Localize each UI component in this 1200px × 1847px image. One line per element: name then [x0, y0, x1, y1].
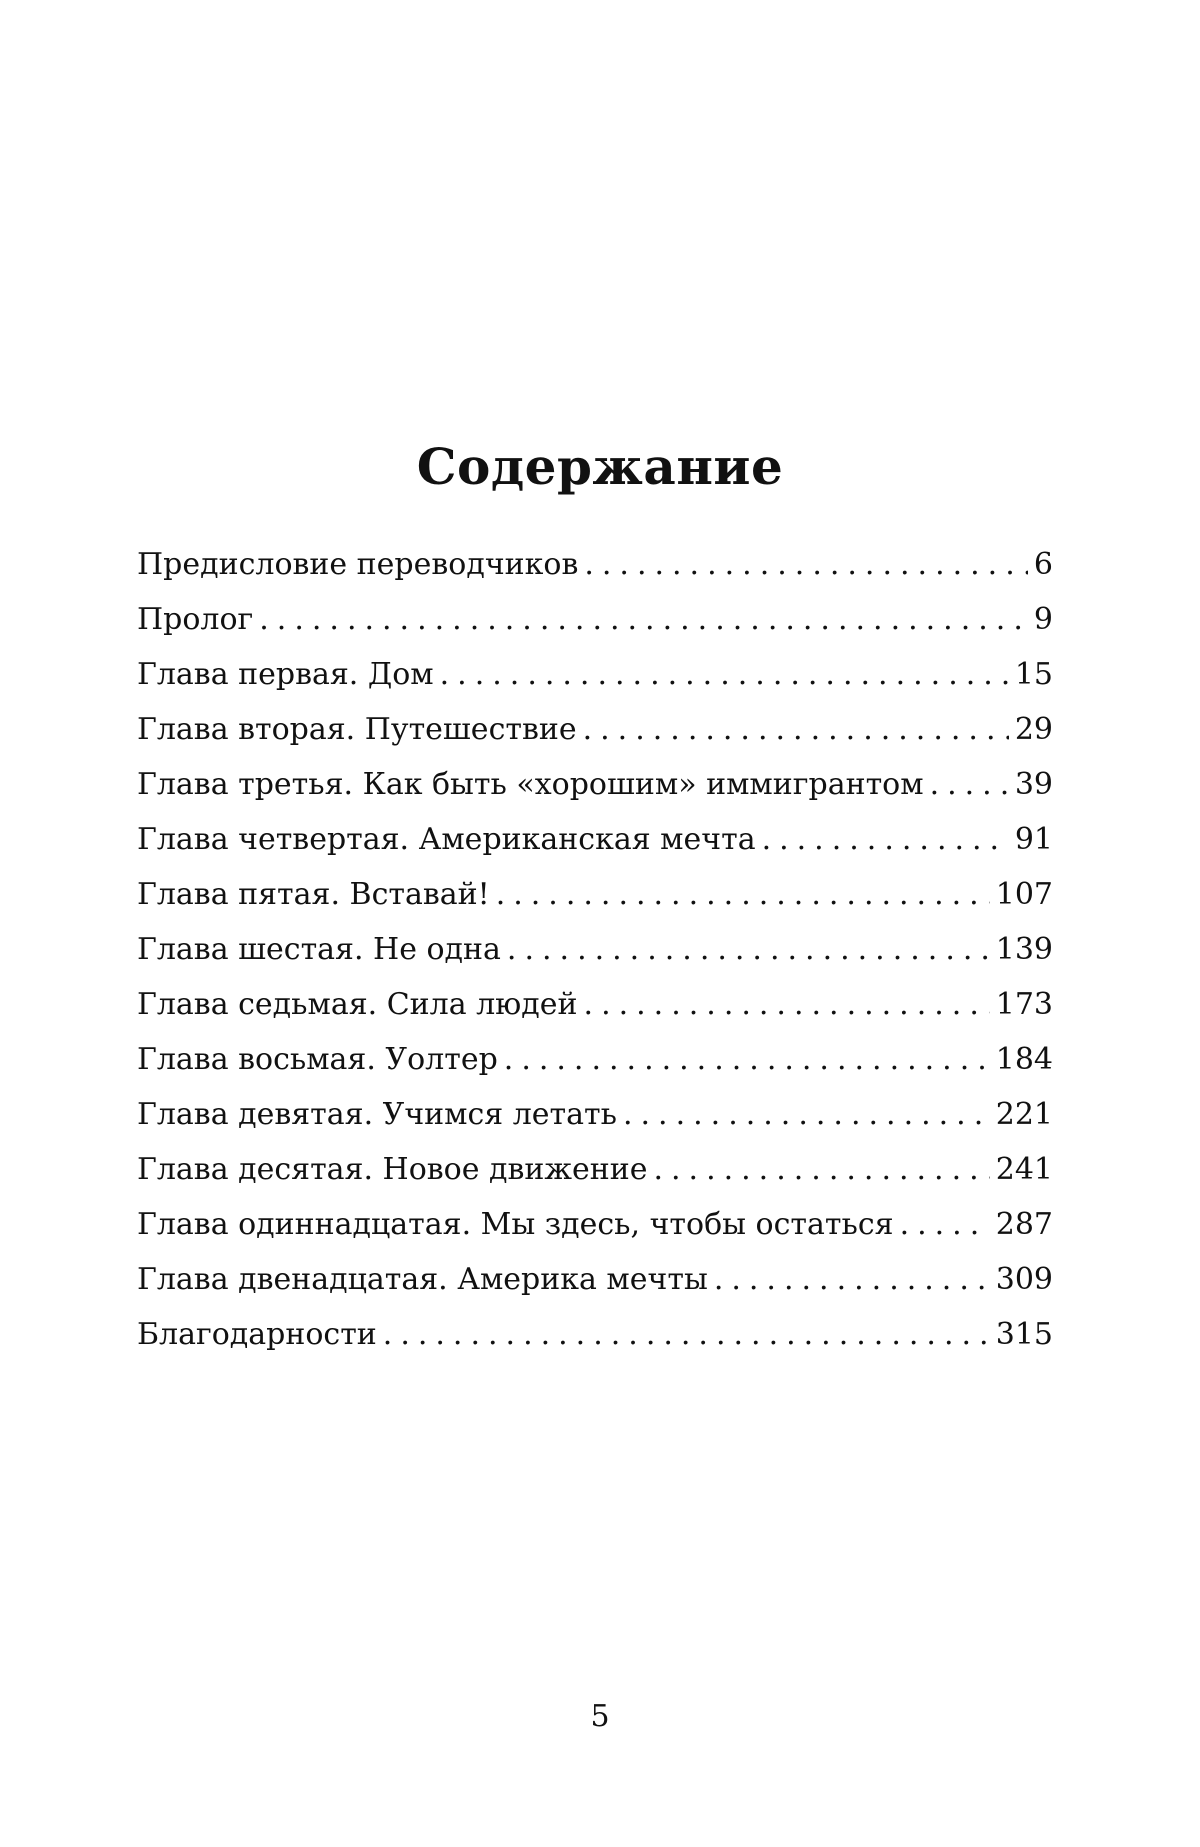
toc-dot-leader [930, 757, 1009, 812]
toc-entry[interactable] [137, 1142, 1053, 1197]
toc-entry[interactable] [137, 537, 1053, 592]
toc-entry-page: 15 [1009, 647, 1053, 702]
toc-entry[interactable] [137, 1252, 1053, 1307]
page-title: Содержание [416, 437, 784, 496]
toc-entry-page: 315 [990, 1307, 1053, 1362]
toc-entry[interactable] [137, 812, 1053, 867]
toc-entry-page: 39 [1009, 757, 1053, 812]
toc-entry-page: 29 [1009, 702, 1053, 757]
toc-entry[interactable] [137, 1197, 1053, 1252]
toc-entry-title: Глава двенадцатая. Америка мечты [137, 1252, 714, 1307]
toc-entry-title: Пролог [137, 592, 259, 647]
toc-entry-title: Благодарности [137, 1307, 383, 1362]
toc-entry[interactable] [137, 1032, 1053, 1087]
toc-entry[interactable] [137, 702, 1053, 757]
toc-entry-title: Глава восьмая. Уолтер [137, 1032, 504, 1087]
toc-entry-page: 91 [1009, 812, 1053, 867]
toc-entry-title: Глава пятая. Вставай! [137, 867, 496, 922]
toc-dot-leader [653, 1142, 989, 1197]
toc-entry[interactable] [137, 1087, 1053, 1142]
toc-entry[interactable] [137, 1307, 1053, 1362]
toc-dot-leader [584, 537, 1028, 592]
toc-entry-title: Предисловие переводчиков [137, 537, 584, 592]
toc-entry[interactable] [137, 592, 1053, 647]
toc-dot-leader [504, 1032, 990, 1087]
toc-entry[interactable] [137, 757, 1053, 812]
toc-entry[interactable] [137, 977, 1053, 1032]
toc-dot-leader [496, 867, 990, 922]
toc-entry-page: 221 [990, 1087, 1053, 1142]
toc-dot-leader [900, 1197, 990, 1252]
toc-entry-page: 107 [990, 867, 1053, 922]
toc-entry-page: 287 [990, 1197, 1053, 1252]
toc-entry-title: Глава девятая. Учимся летать [137, 1087, 623, 1142]
toc-entry-title: Глава четвертая. Американская мечта [137, 812, 762, 867]
toc-entry-title: Глава третья. Как быть «хорошим» иммигрантом [137, 757, 930, 812]
toc-dot-leader [383, 1307, 990, 1362]
toc-entry-title: Глава первая. Дом [137, 647, 440, 702]
toc-dot-leader [584, 977, 990, 1032]
toc-entry[interactable] [137, 867, 1053, 922]
toc-dot-leader [583, 702, 1009, 757]
toc-dot-leader [440, 647, 1009, 702]
toc-entry-page: 139 [990, 922, 1053, 977]
toc-dot-leader [762, 812, 1009, 867]
toc-dot-leader [507, 922, 990, 977]
table-of-contents [137, 537, 1053, 1362]
toc-entry-title: Глава шестая. Не одна [137, 922, 507, 977]
toc-entry-page: 184 [990, 1032, 1053, 1087]
toc-entry-title: Глава седьмая. Сила людей [137, 977, 584, 1032]
toc-entry-page: 9 [1028, 592, 1053, 647]
page-number: 5 [590, 1699, 610, 1734]
toc-dot-leader [714, 1252, 990, 1307]
toc-entry[interactable] [137, 647, 1053, 702]
toc-dot-leader [259, 592, 1028, 647]
toc-entry-page: 6 [1028, 537, 1053, 592]
toc-entry-page: 241 [990, 1142, 1053, 1197]
toc-entry-page: 309 [990, 1252, 1053, 1307]
toc-entry-title: Глава вторая. Путешествие [137, 702, 583, 757]
toc-dot-leader [623, 1087, 990, 1142]
toc-entry-title: Глава одиннадцатая. Мы здесь, чтобы остаться [137, 1197, 900, 1252]
toc-entry-title: Глава десятая. Новое движение [137, 1142, 653, 1197]
toc-entry-page: 173 [990, 977, 1053, 1032]
toc-entry[interactable] [137, 922, 1053, 977]
